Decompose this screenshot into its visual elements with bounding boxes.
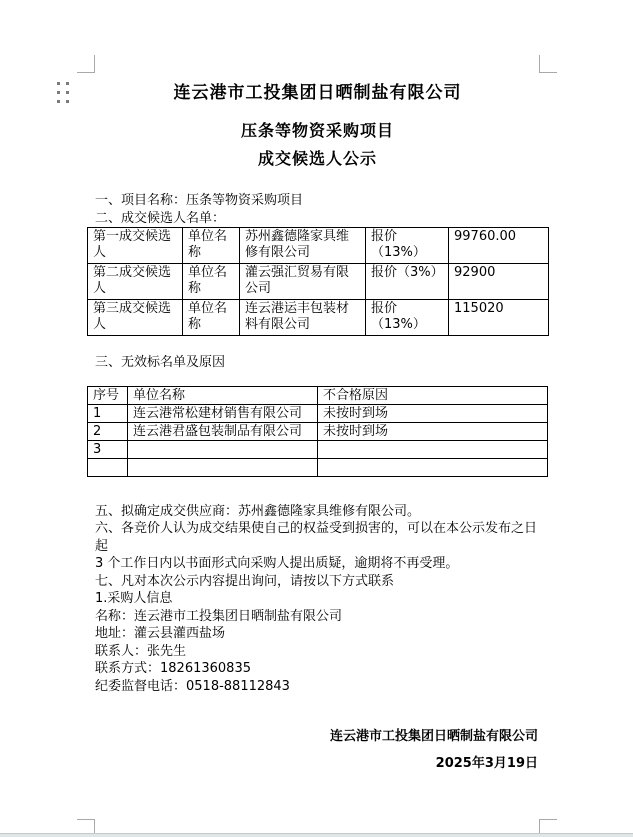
row-index: 3 bbox=[88, 440, 128, 458]
table-row bbox=[88, 458, 548, 476]
candidate-rank: 第一成交候选人 bbox=[88, 228, 183, 264]
section-5-selected-supplier: 五、拟确定成交供应商：苏州鑫德隆家具维修有限公司。 bbox=[95, 503, 421, 519]
unit-name-label: 单位名称 bbox=[183, 300, 240, 336]
invalid-reason: 未按时到场 bbox=[318, 404, 548, 422]
col-header-index: 序号 bbox=[88, 386, 128, 404]
section-2-candidate-list-heading: 二、成交候选人名单： bbox=[95, 210, 226, 226]
invalid-reason: 未按时到场 bbox=[318, 422, 548, 440]
row-index: 1 bbox=[88, 404, 128, 422]
invalid-reason bbox=[318, 440, 548, 458]
table-row bbox=[88, 300, 549, 336]
document-title-company: 连云港市工投集团日晒制盐有限公司 bbox=[173, 83, 462, 103]
signature-company: 连云港市工投集团日晒制盐有限公司 bbox=[329, 729, 538, 744]
signature-date: 2025年3月19日 bbox=[435, 756, 538, 771]
table-row bbox=[88, 404, 548, 422]
candidate-company: 连云港运丰包装材料有限公司 bbox=[240, 300, 366, 336]
candidates-table bbox=[87, 227, 549, 336]
invalid-company: 连云港常松建材销售有限公司 bbox=[128, 404, 318, 422]
purchaser-name: 名称：连云港市工投集团日晒制盐有限公司 bbox=[95, 608, 343, 624]
invalid-company: 连云港君盛包装制品有限公司 bbox=[128, 422, 318, 440]
table-row bbox=[88, 440, 548, 458]
price-value: 115020 bbox=[449, 300, 549, 336]
price-value: 99760.00 bbox=[449, 228, 549, 264]
invalid-reason bbox=[318, 458, 548, 476]
table-header-row bbox=[88, 386, 548, 404]
price-label: 报价（13%） bbox=[366, 228, 449, 264]
invalid-company bbox=[128, 458, 318, 476]
page-bottom-background bbox=[0, 833, 633, 837]
price-label: 报价（3%） bbox=[366, 264, 449, 300]
table-row bbox=[88, 228, 549, 264]
table-row bbox=[88, 422, 548, 440]
crop-mark-top-left-icon bbox=[77, 55, 95, 73]
document-title-project: 压条等物资采购项目 bbox=[240, 121, 394, 140]
section-6-objection-line2: 3 个工作日内以书面形式向采购人提出质疑，逾期将不再受理。 bbox=[95, 556, 459, 571]
candidate-company: 灌云强汇贸易有限公司 bbox=[240, 264, 366, 300]
price-label: 报价（13%） bbox=[366, 300, 449, 336]
col-header-reason: 不合格原因 bbox=[318, 386, 548, 404]
purchaser-info-heading: 1.采购人信息 bbox=[95, 591, 173, 606]
price-value: 92900 bbox=[449, 264, 549, 300]
candidate-rank: 第三成交候选人 bbox=[88, 300, 183, 336]
crop-mark-top-right-icon bbox=[539, 55, 557, 73]
unit-name-label: 单位名称 bbox=[183, 264, 240, 300]
purchaser-contact-person: 联系人：张先生 bbox=[95, 643, 187, 659]
supervision-phone: 纪委监督电话：0518-88112843 bbox=[95, 678, 290, 694]
row-index bbox=[88, 458, 128, 476]
invalid-bids-table bbox=[87, 386, 548, 477]
invalid-company bbox=[128, 440, 318, 458]
section-7-contact-heading: 七、凡对本次公示内容提出询问，请按以下方式联系 bbox=[95, 573, 395, 589]
section-1-project-name: 一、项目名称：压条等物资采购项目 bbox=[95, 193, 304, 208]
document-title-announcement: 成交候选人公示 bbox=[257, 149, 377, 168]
candidate-company: 苏州鑫德隆家具维修有限公司 bbox=[240, 228, 366, 264]
row-index: 2 bbox=[88, 422, 128, 440]
candidate-rank: 第二成交候选人 bbox=[88, 264, 183, 300]
purchaser-address: 地址：灌云县灌西盐场 bbox=[95, 626, 226, 641]
purchaser-contact-number: 联系方式：18261360835 bbox=[95, 661, 251, 676]
col-header-unit-name: 单位名称 bbox=[128, 386, 318, 404]
section-6-objection-line1: 六、各竞价人认为成交结果使自己的权益受到损害的，可以在本公示发布之日起 bbox=[95, 521, 538, 554]
section-3-invalid-bids-heading: 三、无效标名单及原因 bbox=[95, 355, 226, 370]
unit-name-label: 单位名称 bbox=[183, 228, 240, 264]
table-row bbox=[88, 264, 549, 300]
drag-handle-dots-icon[interactable] bbox=[57, 82, 71, 106]
signature-block bbox=[95, 723, 540, 777]
document-content bbox=[95, 73, 540, 777]
